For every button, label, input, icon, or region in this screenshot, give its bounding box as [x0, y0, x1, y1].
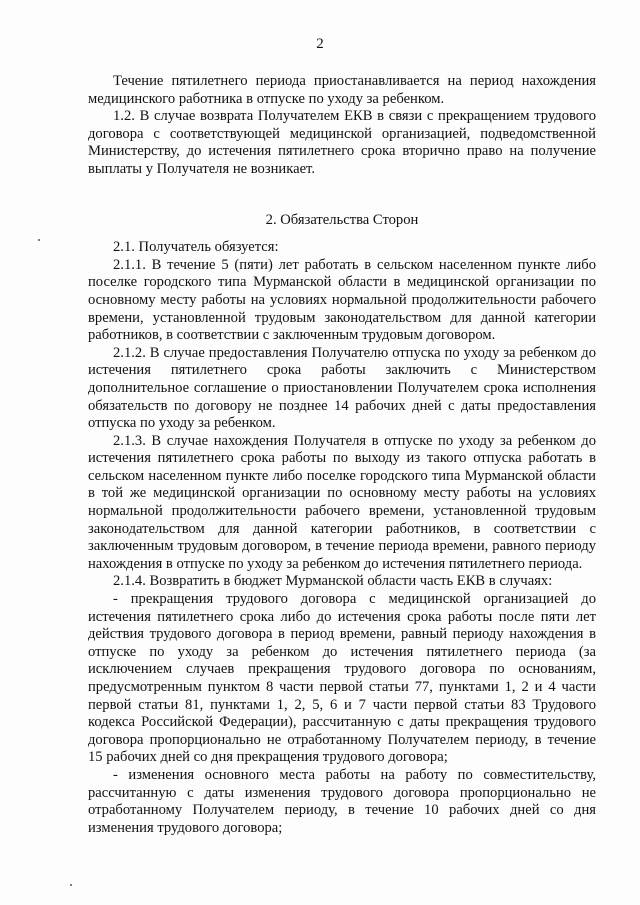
scan-speck — [38, 239, 40, 241]
paragraph-2-1-4: 2.1.4. Возвратить в бюджет Мурманской области часть ЕКВ в случаях: — [113, 573, 553, 590]
scan-speck — [70, 884, 72, 886]
list-item-termination: - прекращения трудового договора с медицинской организацией до истечения пятилетнего срока либо до истечения срока работы после пяти лет действия трудового договора в период времени, равный периоду нахождения в отпуске по уходу за ребенком до истечения пятилетнего периода (за исключением случаев прекращения трудового договора по основаниям, предусмотренным пунктом 8 части первой статьи 77, пунктами 1, 2 и 4 части первой статьи 81, пунктами 1, 2, 5, 6 и 7 части первой статьи 83 Трудового кодекса Российской Федерации), рассчитанную с даты прекращения трудового договора пропорционально не отработанному Получателем периоду, в течение 15 рабочих дней со дня прекращения трудового договора; — [88, 591, 596, 766]
paragraph-2-1-2: 2.1.2. В случае предоставления Получателю отпуска по уходу за ребенком до истечения пятилетнего срока работы заключить с Министерством дополнительное соглашение о приостановлении Получателем срока исполнения обязательств по договору не позднее 14 рабочих дней с даты предоставления отпуска по уходу за ребенком. — [88, 344, 596, 432]
page-number: 2 — [316, 36, 324, 52]
paragraph-2-1: 2.1. Получатель обязуется: — [113, 239, 279, 256]
list-item-part-time: - изменения основного места работы на работу по совместительству, рассчитанную с даты изменения трудового договора пропорционально не отработанному Получателем периоду, в течение 10 рабочих дней со дня изменения трудового договора; — [88, 766, 596, 836]
paragraph-1-2: 1.2. В случае возврата Получателем ЕКВ в связи с прекращением трудового договора с соответствующей медицинской организацией, подведомственной Министерству, до истечения пятилетнего срока вторично право на получение выплаты у Получателя не возникает. — [88, 108, 596, 177]
paragraph-2-1-1: 2.1.1. В течение 5 (пяти) лет работать в сельском населенном пункте либо поселке городского типа Мурманской области в медицинской организации по основному месту работы на условиях нормальной продолжительности рабочего времени, установленной трудовым законодательством для данной категории работников, в соответствии с заключенным трудовым договором. — [88, 256, 596, 344]
paragraph-2-1-3: 2.1.3. В случае нахождения Получателя в отпуске по уходу за ребенком до истечения пятилетнего срока работы по выходу из такого отпуска работать в сельском населенном пункте либо поселке городского типа Мурманской области в той же медицинской организации по основному месту работы на условиях нормальной продолжительности рабочего времени, установленной трудовым законодательством для данной категории работников, в соответствии с заключенным трудовым договором, в течение периода времени, равного периоду нахождения в отпуске по уходу за ребенком до истечения пятилетнего периода. — [88, 432, 596, 572]
section-title: 2. Обязательства Сторон — [265, 211, 419, 228]
document-body — [88, 73, 596, 837]
paragraph-suspension-period: Течение пятилетнего периода приостанавливается на период нахождения медицинского работника в отпуске по уходу за ребенком. — [88, 73, 596, 107]
